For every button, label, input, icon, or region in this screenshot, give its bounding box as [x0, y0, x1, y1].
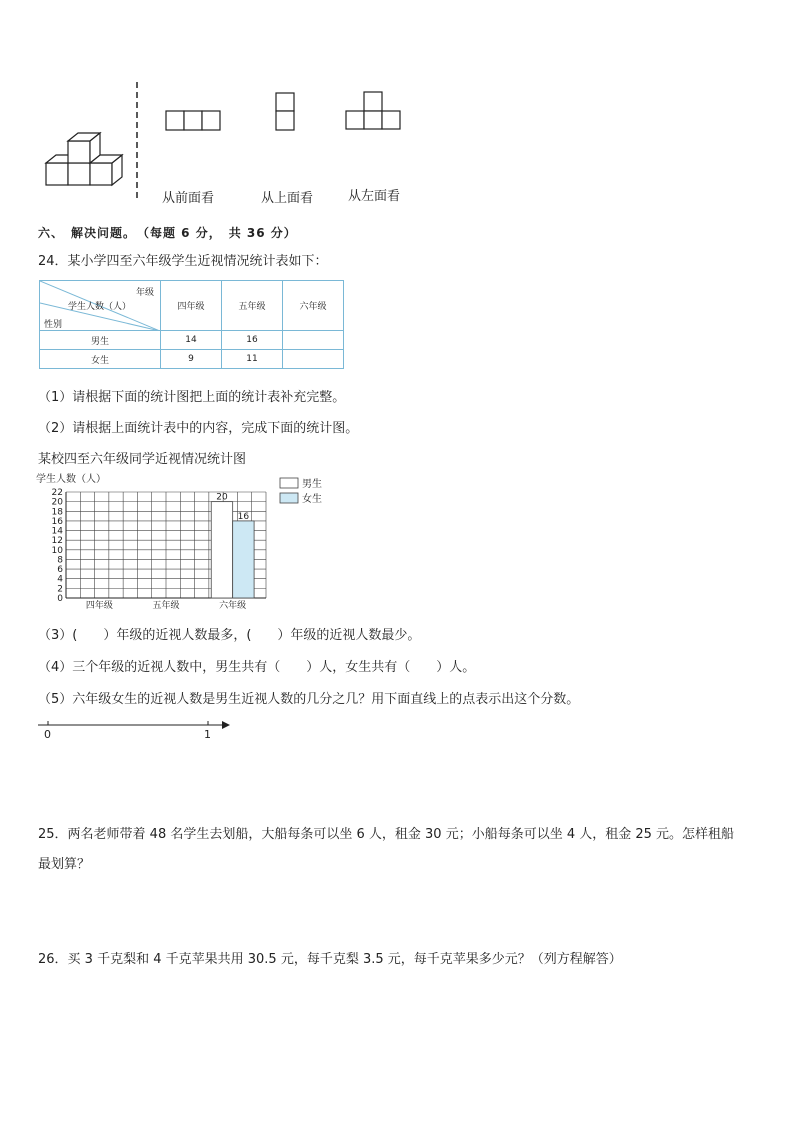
x-tick-label: 四年级: [85, 601, 113, 611]
dashed-divider: [134, 82, 140, 202]
cube-stack-figure: [40, 125, 130, 195]
y-tick-label: 6: [57, 565, 63, 576]
cell-boys-4: 14: [161, 331, 222, 350]
bar-chart: [34, 470, 344, 615]
data-label: 20: [216, 492, 228, 503]
cell-girls-4: 9: [161, 350, 222, 369]
y-tick-label: 10: [51, 545, 63, 556]
y-tick-label: 2: [57, 584, 63, 595]
numberline-zero: 0: [44, 728, 51, 741]
q24-sub4: （4）三个年级的近视人数中，男生共有（ ）人，女生共有（ ）人。: [38, 660, 476, 675]
header-gender: 性别: [44, 320, 63, 330]
cell-girls-6[interactable]: [283, 350, 344, 369]
legend-label: 女生: [302, 494, 322, 505]
legend-label: 男生: [302, 479, 322, 490]
left-view-label: 从左面看: [348, 189, 401, 204]
row-label-girls: 女生: [40, 350, 161, 369]
legend-swatch: [280, 478, 298, 488]
front-view-figure: [165, 110, 223, 132]
y-tick-label: 14: [51, 526, 63, 537]
y-tick-label: 8: [57, 555, 63, 566]
stat-table: [39, 280, 344, 369]
y-tick-label: 0: [57, 594, 63, 604]
y-tick-label: 20: [51, 497, 63, 508]
chart-title: 某校四至六年级同学近视情况统计图: [38, 452, 247, 467]
col-grade-6: 六年级: [283, 281, 344, 331]
y-tick-label: 18: [51, 507, 63, 518]
q24-sub2: （2）请根据上面统计表中的内容，完成下面的统计图。: [38, 421, 359, 436]
q24-sub3: （3）( ）年级的近视人数最多，( ）年级的近视人数最少。: [38, 628, 421, 643]
q25-line1: 25．两名老师带着 48 名学生去划船，大船每条可以坐 6 人，租金 30 元；小船每条可以坐 4 人，租金 25 元。怎样租船: [38, 827, 735, 842]
y-tick-label: 16: [51, 516, 63, 527]
data-label: 16: [237, 511, 250, 522]
x-tick-label: 六年级: [219, 601, 247, 611]
legend-swatch: [280, 493, 298, 503]
bar-girls: [233, 521, 254, 598]
q24-sub1: （1）请根据下面的统计图把上面的统计表补充完整。: [38, 390, 346, 405]
cell-boys-5: 16: [222, 331, 283, 350]
col-grade-5: 五年级: [222, 281, 283, 331]
q25-line2: 最划算？: [38, 857, 91, 872]
header-grade: 年级: [135, 288, 154, 298]
col-grade-4: 四年级: [161, 281, 222, 331]
bar-boys: [211, 502, 232, 598]
q24-sub5: （5）六年级女生的近视人数是男生近视人数的几分之几？用下面直线上的点表示出这个分数。: [38, 692, 580, 707]
cell-girls-5: 11: [222, 350, 283, 369]
q24-intro: 24．某小学四至六年级学生近视情况统计表如下：: [38, 254, 328, 269]
table-header-diagonal-cell: [40, 281, 161, 331]
section-six-title: 六、 解决问题。 （每题 6 分， 共 36 分）: [38, 226, 297, 240]
left-view-figure: [345, 91, 403, 131]
front-view-label: 从前面看: [162, 191, 215, 206]
y-tick-label: 22: [51, 488, 63, 498]
q26-text: 26．买 3 千克梨和 4 千克苹果共用 30.5 元，每千克梨 3.5 元，每千克苹果多少元？（列方程解答）: [38, 952, 622, 967]
header-count: 学生人数（人）: [68, 302, 132, 312]
cell-boys-6[interactable]: [283, 331, 344, 350]
x-tick-label: 五年级: [152, 601, 180, 611]
top-view-figure: [275, 92, 297, 132]
row-label-boys: 男生: [40, 331, 161, 350]
numberline-one: 1: [204, 728, 211, 741]
y-tick-label: 12: [51, 536, 63, 547]
y-tick-label: 4: [57, 574, 63, 585]
top-view-label: 从上面看: [261, 191, 314, 206]
y-axis-label: 学生人数（人）: [36, 474, 106, 485]
